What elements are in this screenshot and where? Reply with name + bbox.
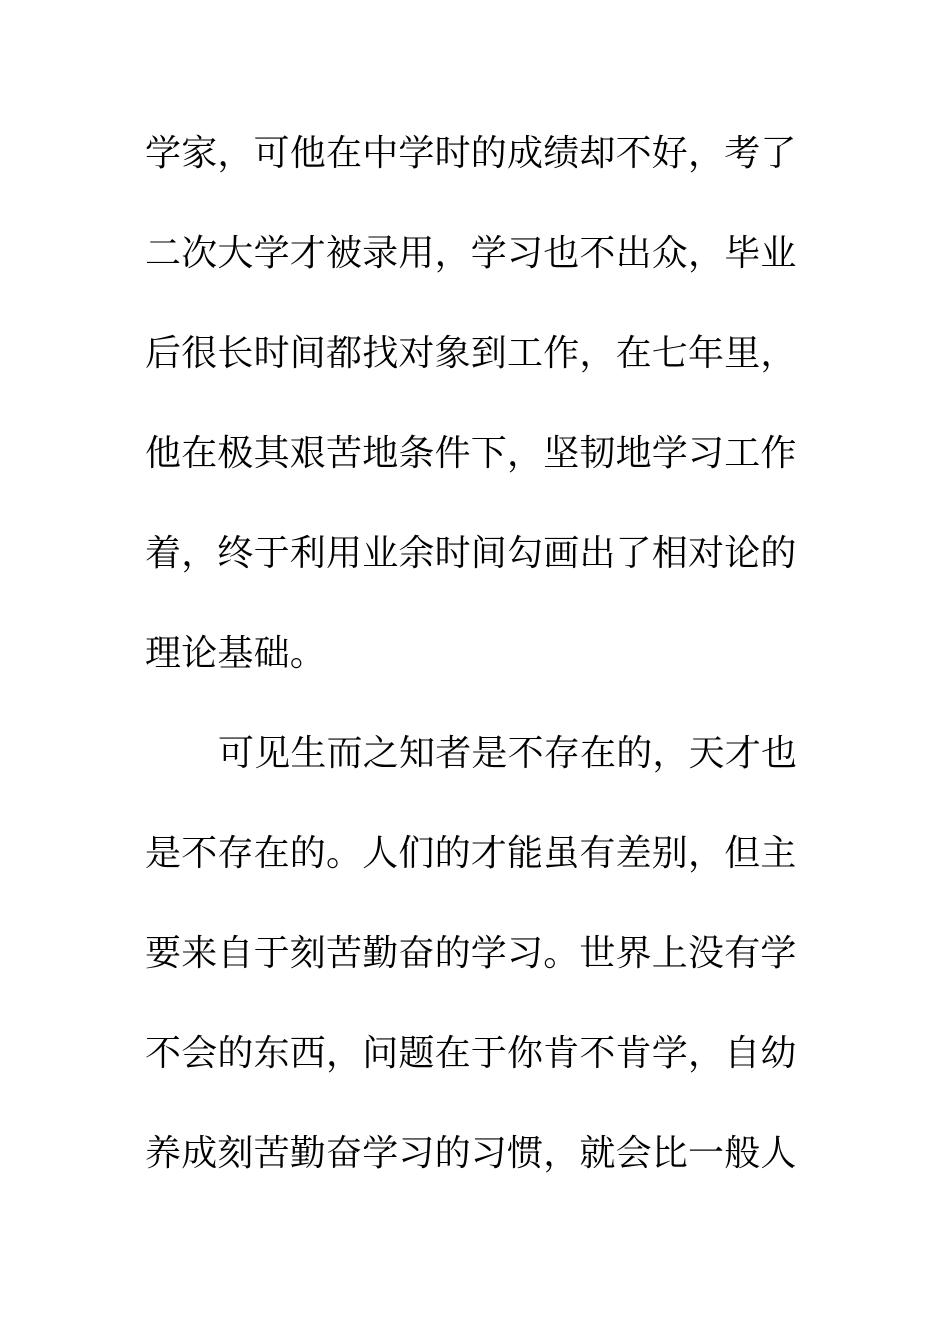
text-line: 学家，可他在中学时的成绩却不好，考了 (145, 133, 797, 174)
body-text (145, 122, 815, 1222)
text-line: 他在极其艰苦地条件下，坚韧地学习工作 (145, 433, 797, 474)
text-line: 理论基础。 (145, 633, 327, 674)
text-line: 要来自于刻苦勤奋的学习。世界上没有学 (145, 933, 797, 974)
text-line: 着，终于利用业余时间勾画出了相对论的 (145, 533, 797, 574)
text-line: 养成刻苦勤奋学习的习惯，就会比一般人 (145, 1133, 797, 1174)
text-line: 是不存在的。人们的才能虽有差别，但主 (145, 833, 797, 874)
paragraph-first-line: 可见生而之知者是不存在的，天才也 (218, 733, 798, 774)
text-line: 后很长时间都找对象到工作，在七年里， (145, 333, 797, 374)
text-line: 二次大学才被录用，学习也不出众，毕业 (145, 233, 797, 274)
text-line: 不会的东西，问题在于你肯不肯学，自幼 (145, 1033, 797, 1074)
